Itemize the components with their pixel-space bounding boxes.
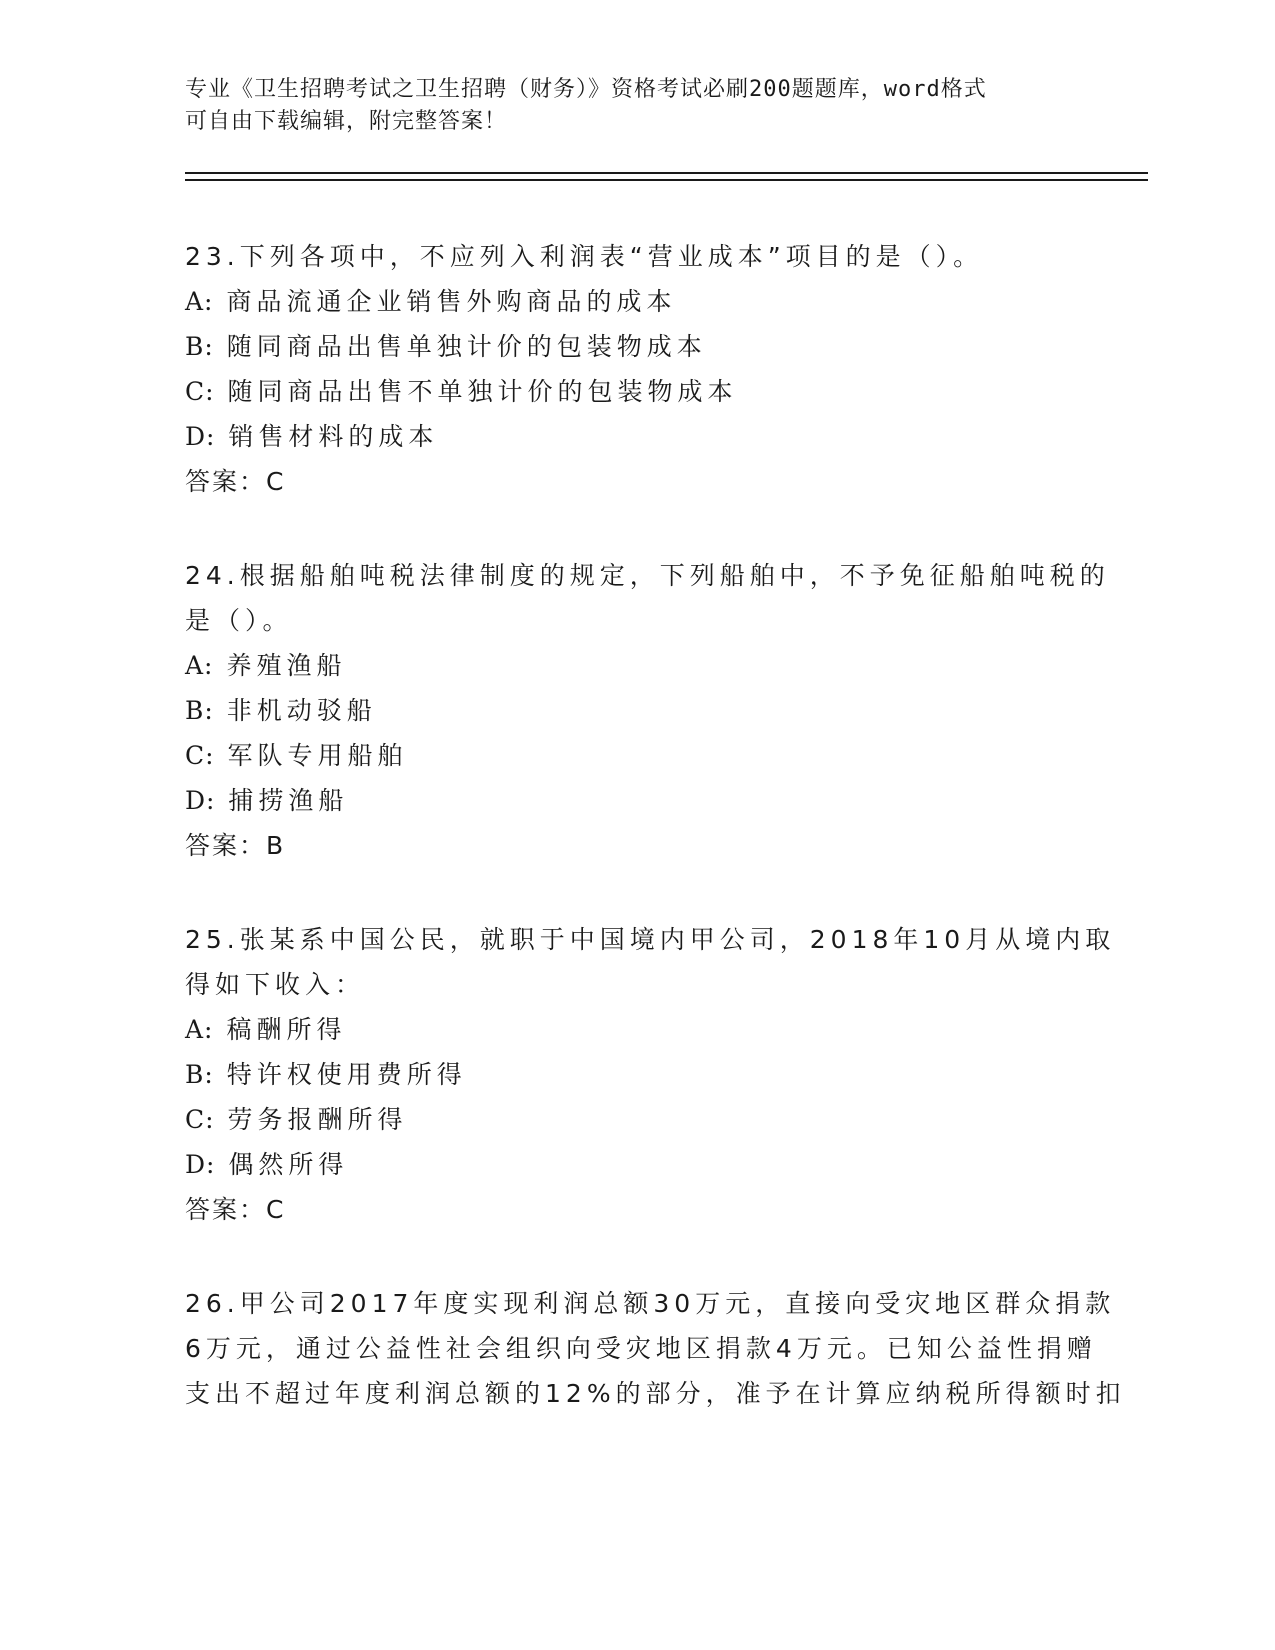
question-text: 24.根据船舶吨税法律制度的规定，下列船舶中，不予免征船舶吨税的 xyxy=(185,561,1110,590)
option-text: 随同商品出售单独计价的包装物成本 xyxy=(226,332,707,361)
option-text: 捕捞渔船 xyxy=(228,786,349,815)
question-text-continued: 6万元，通过公益性社会组织向受灾地区捐款4万元。已知公益性捐赠 xyxy=(185,1334,1097,1363)
option-letter: A: xyxy=(185,1015,214,1044)
question-25 xyxy=(185,917,1116,1232)
question-text: 25.张某系中国公民，就职于中国境内甲公司，2018年10月从境内取 xyxy=(185,925,1116,954)
option-d xyxy=(185,778,1085,823)
option-text: 非机动驳船 xyxy=(226,696,377,725)
question-text-continued: 支出不超过年度利润总额的12%的部分，准予在计算应纳税所得额时扣 xyxy=(185,1379,1126,1408)
option-c xyxy=(185,369,1085,414)
option-text: 随同商品出售不单独计价的包装物成本 xyxy=(227,377,738,406)
option-a xyxy=(185,643,1085,688)
option-text: 商品流通企业销售外购商品的成本 xyxy=(226,287,677,316)
option-text: 特许权使用费所得 xyxy=(226,1060,467,1089)
option-c xyxy=(185,1097,1085,1142)
option-letter: B: xyxy=(185,696,214,725)
option-a xyxy=(185,1007,1085,1052)
header-line-2: 可自由下载编辑，附完整答案！ xyxy=(185,109,508,134)
option-text: 销售材料的成本 xyxy=(228,422,439,451)
question-text-continued: 是（）。 xyxy=(185,606,293,635)
document-header xyxy=(185,74,1065,138)
option-b xyxy=(185,688,1085,733)
answer-text: 答案：C xyxy=(185,467,286,496)
question-24 xyxy=(185,553,1110,868)
option-letter: C: xyxy=(185,741,215,770)
option-letter: D: xyxy=(185,422,216,451)
option-letter: C: xyxy=(185,1105,215,1134)
option-letter: A: xyxy=(185,651,214,680)
question-list xyxy=(185,234,1126,1465)
option-b xyxy=(185,324,1085,369)
option-a xyxy=(185,279,1085,324)
question-23 xyxy=(185,234,1085,504)
question-text-continued: 得如下收入： xyxy=(185,970,366,999)
option-c xyxy=(185,733,1085,778)
answer-text: 答案：B xyxy=(185,831,286,860)
question-text: 23.下列各项中，不应列入利润表“营业成本”项目的是（）。 xyxy=(185,242,984,271)
option-letter: A: xyxy=(185,287,214,316)
option-b xyxy=(185,1052,1085,1097)
question-text: 26.甲公司2017年度实现利润总额30万元，直接向受灾地区群众捐款 xyxy=(185,1289,1116,1318)
question-26 xyxy=(185,1281,1126,1416)
option-letter: D: xyxy=(185,1150,216,1179)
option-text: 稿酬所得 xyxy=(226,1015,347,1044)
option-d xyxy=(185,1142,1085,1187)
option-letter: C: xyxy=(185,377,215,406)
option-text: 劳务报酬所得 xyxy=(227,1105,408,1134)
option-d xyxy=(185,414,1085,459)
option-letter: B: xyxy=(185,1060,214,1089)
header-rule-top xyxy=(185,172,1148,174)
answer-text: 答案：C xyxy=(185,1195,286,1224)
option-text: 偶然所得 xyxy=(228,1150,349,1179)
option-letter: D: xyxy=(185,786,216,815)
header-line-1: 专业《卫生招聘考试之卫生招聘（财务）》资格考试必刷200题题库，word格式 xyxy=(185,77,987,102)
option-text: 军队专用船舶 xyxy=(227,741,408,770)
option-text: 养殖渔船 xyxy=(226,651,347,680)
header-rule-bottom xyxy=(185,179,1148,181)
option-letter: B: xyxy=(185,332,214,361)
